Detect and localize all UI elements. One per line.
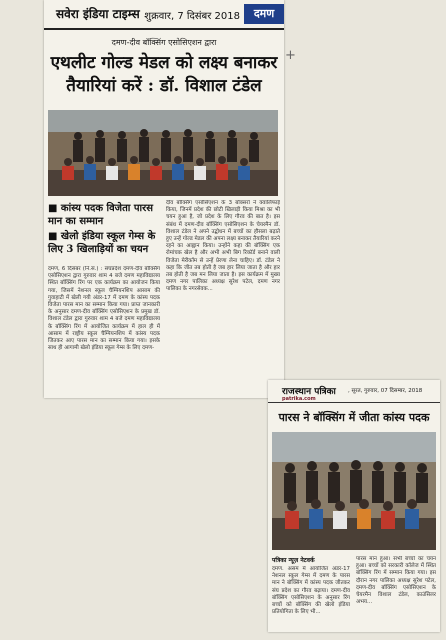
headline-2: पारस ने बॉक्सिंग में जीता कांस्य पदक [278, 411, 430, 424]
group-photo [48, 110, 278, 196]
group-photo-2 [272, 432, 436, 550]
kicker: दमण-दीव बॉक्सिंग एसोसिएशन द्वारा [111, 38, 217, 47]
newspaper-clipping-patrika [268, 380, 440, 632]
newspaper-clipping-savera [44, 0, 284, 398]
article-body-column-2: दीव बॉक्सिंग एसोसिएशन के 3 बॉक्सरों ने क्वालिफाई किया, जिनमें प्रदेश की छोटी खिलाड़ी किया मिश्रा का भी चयन हुआ है, जो प्रदेश के लिए गौरव की बात है। इस संबंध में दमण-दीव बॉक्सिंग एसोसिएशन के चेयरमैन डॉ. विशाल टंडेल ने अपने उद्बोधन में बच्चों का हौसला बढ़ाते हुए उन्हें गोल्ड मेडल की अपना लक्ष्य बनाकर तैयारियां करने रहने का आह्वान किया। उन्होंने कहा की बॉक्सिंग एक रोमांचक खेल है और अभी अभी बिग रिकॉर्ड बनाने वाली विजेता मेरीकॉम से उन्हें प्रेरणा लेना चाहिए। डॉ. टंडेल ने कहा कि जीत तब होती है जब हार लिया जाता है और हार तब होती है जब मन लिया जाता है। इस कार्यक्रम में मुख्य दमण नगर पालिका अध्यक्ष सुरेश पटेल, दमण नगर पालिका के नगरसेवक... [166, 200, 280, 293]
group-photo-2-illustration [272, 432, 436, 550]
masthead [44, 0, 284, 30]
byline: पत्रिका न्यूज़ नेटवर्क [272, 557, 315, 564]
edition-city-badge: दमण [244, 4, 284, 24]
issue-date-2: , सूरत, गुरुवार, 07 दिसम्बर, 2018 [348, 388, 423, 394]
subheading-bronze-medal: ■ कांस्य पदक विजेता पारस मान का सम्मान [48, 203, 153, 227]
plus-icon: + [285, 48, 296, 63]
article-body-2-column-2: पारस मान हुआ। सभी बच्चों का चयन हुआ। बच्चों को सरकारी कॉलेज में स्थित बॉक्सिंग रिंग में सम्मान किया गया। इस दौरान नगर पालिका अध्यक्ष सुरेश पटेल, दमण-दीव बॉक्सिंग एसोसिएशन के चेयरमैन विशाल टंडेल, काउंसिलर अभय... [356, 556, 436, 606]
issue-date: शुक्रवार, 7 दिसंबर 2018 [144, 11, 240, 22]
subheading-khelo-india: ■ खेलो इंडिया स्कूल गेम्स के लिए 3 खिलाड़ियों का चयन [48, 231, 156, 255]
newspaper-name-2: राजस्थान पत्रिका [282, 387, 336, 397]
newspaper-name: सवेरा इंडिया टाइम्स [56, 7, 140, 21]
group-photo-illustration [48, 110, 278, 196]
article-body-column-1: दमण, 6 दिसंबर (नि.सं.) : संघप्रदेश दमण-दीव बॉक्सिंग एसोसिएशन द्वारा गुरुवार शाम 4 बजे दमण महाविद्यालय स्थित बॉक्सिंग रिंग पर एक कार्यक्रम का आयोजन किया गया, जिसमें नेशनल स्कूल चैम्पियनशिप आसाम की गुवाहाटी में खेली गयी अंडर-17 में दमण के कांस्य पदक विजेता पारस मान का सम्मान किया गया। प्राप्त जानकारी के अनुसार दमण-दीव बॉक्सिंग एसोसिएशन के प्रमुख डॉ. विशाल टंडेल द्वारा गुरुवार शाम 4 बजे दमण महाविद्यालय के बॉक्सिंग रिंग में आयोजित कार्यक्रम में हाल ही में आसाम में राष्ट्रीय स्कूल चैम्पियनशिप में कांस्य पदक जितकर आए पारस मान का सम्मान किया गया। इसके साथ ही आगामी खेलो इंडिया स्कूल गेम्स के लिए दमण- [48, 266, 160, 352]
headline: एथलीट गोल्ड मेडल को लक्ष्य बनाकर तैयारियां करें : डॉ. विशाल टंडेल [50, 53, 278, 96]
website-label: patrika.com [282, 396, 316, 402]
masthead-2 [268, 380, 440, 403]
article-body-2-column-1: दमण. असम में आयोजित अंडर-17 नेशनल स्कूल गेम्स में दमण के पारस मान ने बॉक्सिंग में कांस्य पदक जीतकर संघ प्रदेश का गौरव बढ़ाया। दमण-दीव बॉक्सिंग एसोसिएशन के अनुसार रिंग बच्चों को बॉक्सिंग की खेलो इंडिया प्रतियोगिता के लिए भी... [272, 566, 350, 616]
